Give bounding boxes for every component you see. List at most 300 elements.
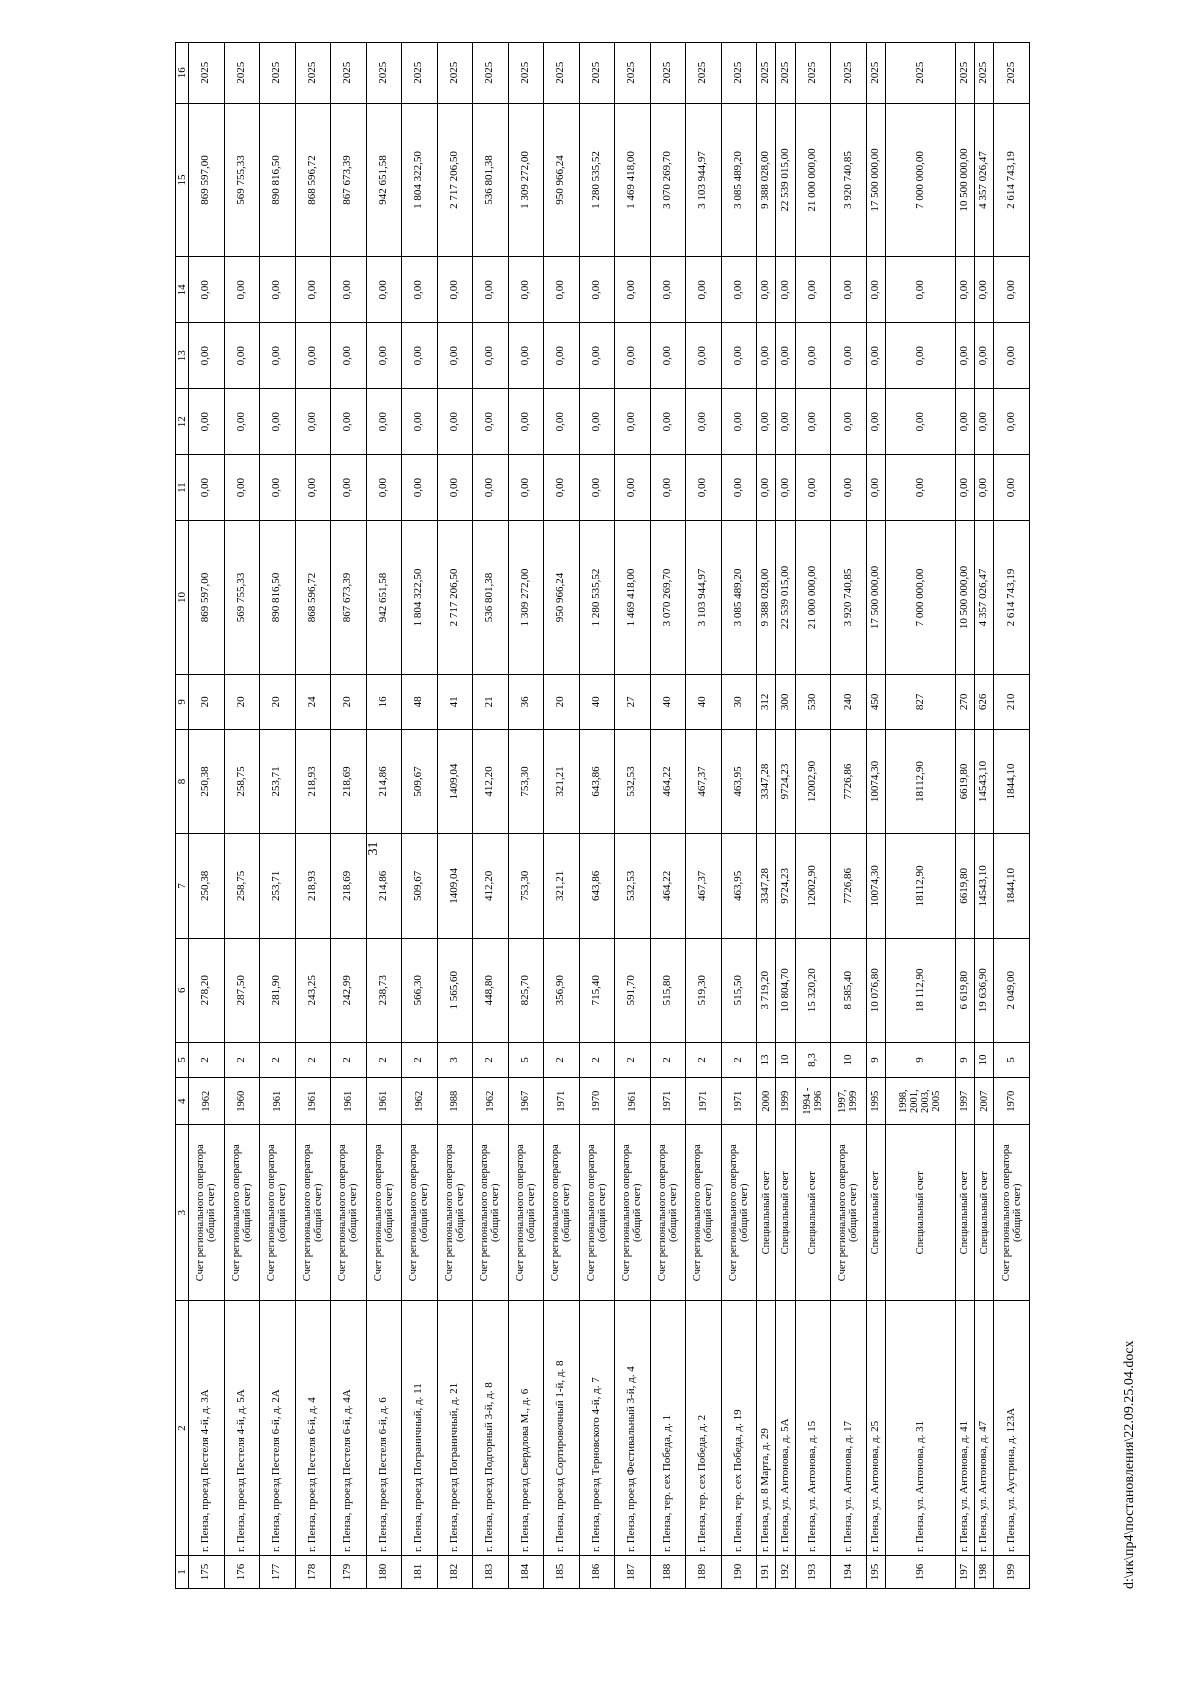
table-cell: г. Пенза, ул. 8 Марта, д. 29 [757,1301,776,1556]
table-row [795,43,831,1589]
table-cell: 3 920 740,85 [831,521,867,675]
table-cell: Счет регионального оператора (общий счет) [508,1125,544,1301]
table-cell: 3347,28 [757,729,776,833]
table-row [331,43,367,1589]
table-cell: 0,00 [886,455,955,521]
table-cell: 12002,90 [795,834,831,938]
table-cell: 40 [579,674,615,729]
table-cell: 1971 [686,1078,722,1125]
table-cell: 14543,10 [974,729,993,833]
table-cell: 0,00 [331,257,367,323]
table-cell: 218,69 [331,729,367,833]
table-cell: 19 636,90 [974,938,993,1042]
table-cell: 0,00 [776,389,795,455]
table-cell: 0,00 [831,323,867,389]
table-cell: 0,00 [721,323,757,389]
table-cell: 0,00 [795,455,831,521]
table-cell: 8,3 [795,1042,831,1077]
column-number-8: 8 [176,729,189,833]
table-cell: 0,00 [189,389,225,455]
table-cell: 536 801,38 [473,521,509,675]
table-cell: г. Пенза, ул. Антонова, д. 25 [866,1301,885,1556]
table-cell: 2 [615,1042,651,1077]
table-cell: 3 085 489,20 [721,521,757,675]
table-cell: 20 [224,674,260,729]
table-cell: 9 388 028,00 [757,103,776,257]
table-cell: 197 [955,1556,974,1589]
table-cell: 214,86 [366,729,402,833]
table-cell: 532,53 [615,729,651,833]
table-cell: 0,00 [544,455,580,521]
table-cell: 869 597,00 [189,521,225,675]
table-cell: 2 [579,1042,615,1077]
table-cell: 1961 [331,1078,367,1125]
table-row [776,43,795,1589]
table-cell: 0,00 [615,455,651,521]
table-cell: 27 [615,674,651,729]
page-number: 31 [366,841,381,856]
table-cell: 240 [831,674,867,729]
table-cell: 0,00 [994,455,1030,521]
table-row [295,43,331,1589]
table-cell: Счет регионального оператора (общий счет) [831,1125,867,1301]
table-cell: 0,00 [994,389,1030,455]
table-cell: г. Пенза, проезд Пестеля 6-й, д. 4 [295,1301,331,1556]
table-cell: 192 [776,1556,795,1589]
table-cell: 591,70 [615,938,651,1042]
table-cell: 890 816,50 [260,521,296,675]
table-cell: г. Пенза, ул. Антонова, д. 15 [795,1301,831,1556]
table-cell: 196 [886,1556,955,1589]
table-cell: 0,00 [366,455,402,521]
table-cell: 0,00 [402,257,438,323]
table-cell: 1967 [508,1078,544,1125]
table-cell: 0,00 [366,323,402,389]
table-cell: 0,00 [437,455,473,521]
table-cell: 0,00 [224,323,260,389]
table-row [955,43,974,1589]
table-cell: Счет регионального оператора (общий счет) [260,1125,296,1301]
table-cell: 0,00 [721,455,757,521]
table-cell: 0,00 [955,455,974,521]
table-cell: 1994 - 1996 [795,1078,831,1125]
table-cell: 0,00 [757,323,776,389]
table-cell: 6 619,80 [955,938,974,1042]
column-number-5: 5 [176,1042,189,1077]
table-cell: 176 [224,1556,260,1589]
table-cell: 180 [366,1556,402,1589]
table-cell: Счет регионального оператора (общий счет) [189,1125,225,1301]
table-cell: 10 076,80 [866,938,885,1042]
table-cell: 536 801,38 [473,103,509,257]
table-cell: 464,22 [650,729,686,833]
table-cell: 0,00 [331,389,367,455]
table-cell: 2025 [650,43,686,104]
table-cell: 0,00 [508,323,544,389]
table-cell: 2025 [757,43,776,104]
table-cell: 3 719,20 [757,938,776,1042]
column-number-1: 1 [176,1556,189,1589]
table-cell: 0,00 [579,455,615,521]
table-cell: 0,00 [437,257,473,323]
table-cell: 448,80 [473,938,509,1042]
table-cell: 3 920 740,85 [831,103,867,257]
table-cell: 0,00 [295,257,331,323]
table-cell: 3 103 944,97 [686,103,722,257]
table-cell: 2025 [544,43,580,104]
table-cell: 9 [955,1042,974,1077]
table-cell: 10074,30 [866,834,885,938]
table-row [402,43,438,1589]
table-cell: 20 [189,674,225,729]
table-cell: 1961 [295,1078,331,1125]
table-cell: 0,00 [721,257,757,323]
column-number-13: 13 [176,323,189,389]
table-row [615,43,651,1589]
table-cell: г. Пенза, ул. Аустрина, д. 123А [994,1301,1030,1556]
table-cell: 1844,10 [994,834,1030,938]
table-cell: г. Пенза, проезд Подгорный 3-й, д. 8 [473,1301,509,1556]
table-cell: 17 500 000,00 [866,521,885,675]
table-cell: 2 717 206,50 [437,521,473,675]
table-cell: 2 [402,1042,438,1077]
table-cell: 2025 [189,43,225,104]
table-cell: 0,00 [757,389,776,455]
table-cell: Специальный счет [886,1125,955,1301]
table-cell: 2 [366,1042,402,1077]
table-cell: 218,69 [331,834,367,938]
table-cell: 825,70 [508,938,544,1042]
table-cell: 2 [331,1042,367,1077]
table-cell: Счет регионального оператора (общий счет) [650,1125,686,1301]
table-cell: 2007 [974,1078,993,1125]
table-cell: 5 [508,1042,544,1077]
column-number-15: 15 [176,103,189,257]
table-cell: 2025 [437,43,473,104]
table-cell: 1 280 535,52 [579,521,615,675]
table-row [974,43,993,1589]
table-cell: 0,00 [650,389,686,455]
table-cell: 1961 [366,1078,402,1125]
table-cell: 2 [189,1042,225,1077]
table-cell: Счет регионального оператора (общий счет) [224,1125,260,1301]
table-cell: г. Пенза, тер. сех Победа, д. 1 [650,1301,686,1556]
column-number-10: 10 [176,521,189,675]
table-cell: 1 309 272,00 [508,103,544,257]
table-cell: 1409,04 [437,834,473,938]
table-cell: 14543,10 [974,834,993,938]
table-cell: 0,00 [866,323,885,389]
table-cell: 22 539 015,00 [776,521,795,675]
table-cell: Счет регионального оператора (общий счет) [721,1125,757,1301]
table-cell: 2025 [402,43,438,104]
table-cell: Счет регионального оператора (общий счет) [473,1125,509,1301]
table-cell: 321,21 [544,834,580,938]
table-cell: 569 755,33 [224,521,260,675]
table-cell: 1998, 2001, 2003, 2005 [886,1078,955,1125]
table-cell: 17 500 000,00 [866,103,885,257]
table-cell: г. Пенза, проезд Пестеля 4-й, д. 3А [189,1301,225,1556]
table-cell: 0,00 [295,389,331,455]
table-cell: 242,99 [331,938,367,1042]
table-cell: 9 388 028,00 [757,521,776,675]
table-cell: 188 [650,1556,686,1589]
table-cell: 0,00 [508,389,544,455]
table-cell: 0,00 [776,323,795,389]
table-cell: 3 085 489,20 [721,103,757,257]
table-row [189,43,225,1589]
table-cell: г. Пенза, ул. Антонова, д. 47 [974,1301,993,1556]
table-cell: 2025 [366,43,402,104]
table-cell: г. Пенза, ул. Антонова, д. 17 [831,1301,867,1556]
table-cell: 20 [331,674,367,729]
table-cell: 2025 [994,43,1030,104]
table-cell: г. Пенза, проезд Пограничный, д. 21 [437,1301,473,1556]
table-cell: 281,90 [260,938,296,1042]
table-cell: 2025 [295,43,331,104]
table-cell: 1971 [721,1078,757,1125]
table-cell: 1997, 1999 [831,1078,867,1125]
table-row [579,43,615,1589]
table-cell: 0,00 [686,389,722,455]
table-row [866,43,885,1589]
table-cell: 450 [866,674,885,729]
table-cell: 2 [686,1042,722,1077]
table-cell: 2 [295,1042,331,1077]
table-cell: 321,21 [544,729,580,833]
table-cell: 7 000 000,00 [886,521,955,675]
table-cell: 3 103 944,97 [686,521,722,675]
table-cell: Счет регионального оператора (общий счет) [402,1125,438,1301]
table-cell: 4 357 026,47 [974,103,993,257]
table-cell: 0,00 [260,257,296,323]
table-row [260,43,296,1589]
table-cell: 258,75 [224,834,260,938]
table-cell: 2 614 743,19 [994,521,1030,675]
table-cell: 0,00 [776,455,795,521]
table-cell: 0,00 [402,389,438,455]
table-cell: 1962 [473,1078,509,1125]
table-cell: 0,00 [650,257,686,323]
table-cell: 250,38 [189,834,225,938]
table-cell: 0,00 [974,389,993,455]
table-cell: 0,00 [721,389,757,455]
table-cell: 2025 [331,43,367,104]
table-cell: 890 816,50 [260,103,296,257]
table-cell: 0,00 [544,257,580,323]
table-cell: 0,00 [579,257,615,323]
table-cell: 40 [650,674,686,729]
table-cell: 181 [402,1556,438,1589]
table-cell: 356,90 [544,938,580,1042]
table-cell: 467,37 [686,729,722,833]
table-cell: 2 049,00 [994,938,1030,1042]
table-cell: 0,00 [974,257,993,323]
table-cell: 1970 [994,1078,1030,1125]
table-cell: 185 [544,1556,580,1589]
table-cell: г. Пенза, тер. сех Победа, д. 19 [721,1301,757,1556]
table-cell: 187 [615,1556,651,1589]
table-cell: 464,22 [650,834,686,938]
table-cell: 569 755,33 [224,103,260,257]
table-cell: 626 [974,674,993,729]
table-cell: 0,00 [866,455,885,521]
table-cell: 270 [955,674,974,729]
table-cell: 0,00 [579,323,615,389]
table-cell: 312 [757,674,776,729]
table-cell: 6619,80 [955,834,974,938]
table-cell: 2 717 206,50 [437,103,473,257]
table-cell: 827 [886,674,955,729]
table-cell: 3 070 269,70 [650,521,686,675]
table-cell: 867 673,39 [331,521,367,675]
table-cell: 287,50 [224,938,260,1042]
table-cell: Счет регионального оператора (общий счет) [544,1125,580,1301]
column-number-16: 16 [176,43,189,104]
column-number-3: 3 [176,1125,189,1301]
table-cell: 2025 [615,43,651,104]
table-cell: 20 [260,674,296,729]
table-cell: 48 [402,674,438,729]
table-cell: 0,00 [331,323,367,389]
table-cell: 2025 [974,43,993,104]
table-cell: 7726,86 [831,834,867,938]
table-cell: 9724,23 [776,834,795,938]
table-cell: 5 [994,1042,1030,1077]
table-cell: г. Пенза, проезд Пограничный, д. 11 [402,1301,438,1556]
column-number-7: 7 [176,834,189,938]
table-cell: 2025 [224,43,260,104]
table-cell: 950 966,24 [544,521,580,675]
table-cell: 214,86 [366,834,402,938]
table-cell: 530 [795,674,831,729]
table-cell: 1960 [224,1078,260,1125]
table-cell: 18112,90 [886,729,955,833]
table-cell: 18 112,90 [886,938,955,1042]
table-cell: 1962 [189,1078,225,1125]
table-cell: Специальный счет [776,1125,795,1301]
table-cell: 10 [831,1042,867,1077]
table-cell: 0,00 [473,323,509,389]
table-cell: 0,00 [974,323,993,389]
table-cell: 753,30 [508,729,544,833]
table-row [224,43,260,1589]
table-cell: 2025 [831,43,867,104]
table-cell: г. Пенза, тер. сех Победа, д. 2 [686,1301,722,1556]
table-row [437,43,473,1589]
table-cell: 1971 [544,1078,580,1125]
table-cell: 643,86 [579,729,615,833]
table-cell: 15 320,20 [795,938,831,1042]
table-cell: 2025 [473,43,509,104]
table-cell: 0,00 [776,257,795,323]
table-cell: 0,00 [402,323,438,389]
table-cell: 36 [508,674,544,729]
table-cell: 0,00 [994,323,1030,389]
table-cell: 0,00 [544,323,580,389]
table-cell: 0,00 [402,455,438,521]
table-cell: 199 [994,1556,1030,1589]
table-cell: 0,00 [757,257,776,323]
table-cell: 643,86 [579,834,615,938]
table-cell: 1970 [579,1078,615,1125]
table-cell: 0,00 [224,257,260,323]
table-cell: 519,30 [686,938,722,1042]
table-cell: 189 [686,1556,722,1589]
table-row [994,43,1030,1589]
table-cell: 10074,30 [866,729,885,833]
table-cell: 0,00 [189,455,225,521]
table-cell: 10 [776,1042,795,1077]
table-cell: г. Пенза, проезд Терновского 4-й, д. 7 [579,1301,615,1556]
table-cell: 0,00 [866,389,885,455]
table-cell: 753,30 [508,834,544,938]
table-cell: 0,00 [955,257,974,323]
table-cell: г. Пенза, ул. Антонова, д. 31 [886,1301,955,1556]
table-cell: 16 [366,674,402,729]
table-cell: 0,00 [955,323,974,389]
table-cell: 210 [994,674,1030,729]
table-cell: 218,93 [295,834,331,938]
table-cell: 950 966,24 [544,103,580,257]
table-cell: 0,00 [295,323,331,389]
table-cell: 2 [473,1042,509,1077]
table-cell: 0,00 [831,455,867,521]
table-cell: 0,00 [331,455,367,521]
table-cell: 1997 [955,1078,974,1125]
table-cell: Специальный счет [866,1125,885,1301]
table-cell: 868 596,72 [295,103,331,257]
table-cell: г. Пенза, проезд Пестеля 4-й, д. 5А [224,1301,260,1556]
column-number-2: 2 [176,1301,189,1556]
table-cell: 253,71 [260,729,296,833]
table-cell: г. Пенза, проезд Фестивальный 3-й, д. 4 [615,1301,651,1556]
table-cell: 2025 [721,43,757,104]
table-cell: 1999 [776,1078,795,1125]
table-cell: 186 [579,1556,615,1589]
table-cell: г. Пенза, проезд Пестеля 6-й, д. 4А [331,1301,367,1556]
table-cell: 1971 [650,1078,686,1125]
table-cell: 0,00 [437,323,473,389]
table-cell: 463,95 [721,834,757,938]
table-cell: 10 804,70 [776,938,795,1042]
table-cell: 18112,90 [886,834,955,938]
table-cell: 412,20 [473,834,509,938]
table-cell: 2025 [686,43,722,104]
table-row [721,43,757,1589]
table-cell: 509,67 [402,834,438,938]
table-cell: 21 000 000,00 [795,521,831,675]
table-cell: 0,00 [544,389,580,455]
table-cell: 1409,04 [437,729,473,833]
table-cell: 1962 [402,1078,438,1125]
table-cell: 867 673,39 [331,103,367,257]
table-cell: 1995 [866,1078,885,1125]
table-cell: 198 [974,1556,993,1589]
table-cell: 0,00 [366,257,402,323]
table-cell: 2025 [886,43,955,104]
table-cell: 175 [189,1556,225,1589]
table-cell: 0,00 [686,257,722,323]
table-cell: 0,00 [260,455,296,521]
table-cell: 515,50 [721,938,757,1042]
table-row [473,43,509,1589]
table-cell: 463,95 [721,729,757,833]
table-cell: 2025 [866,43,885,104]
table-cell: 24 [295,674,331,729]
column-number-12: 12 [176,389,189,455]
table-cell: 191 [757,1556,776,1589]
